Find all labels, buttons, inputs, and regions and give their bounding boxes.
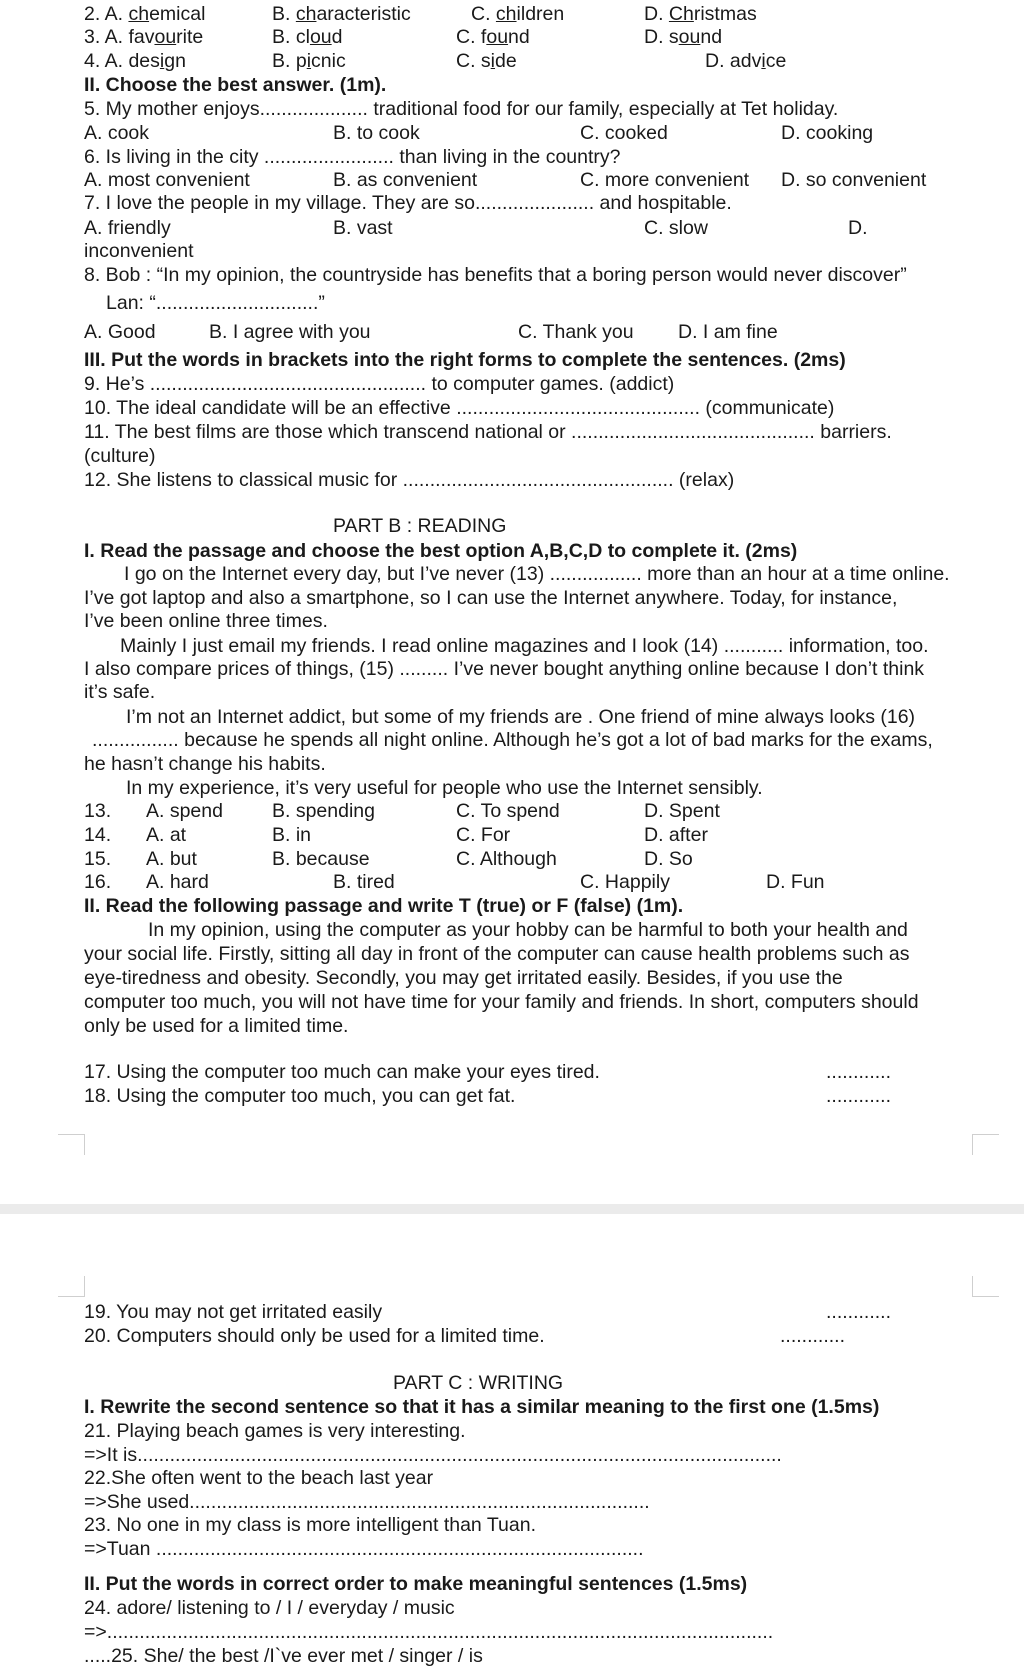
passage-line: it’s safe. xyxy=(84,681,156,703)
option-d: D. xyxy=(848,217,868,239)
option-c: C. side xyxy=(456,50,517,72)
question-stem: 8. Bob : “In my opinion, the countryside has benefits that a boring person would never discover” xyxy=(84,264,907,286)
option-d: D. So xyxy=(644,848,693,870)
passage-line: I’ve got laptop and also a smartphone, so I can use the Internet anywhere. Today, for instance, xyxy=(84,587,898,609)
option-b: B. tired xyxy=(333,871,395,893)
passage-line: I’m not an Internet addict, but some of my friends are . One friend of mine always looks (16) xyxy=(126,706,916,728)
question-stem: 10. The ideal candidate will be an effective ............................................. (communicate) xyxy=(84,397,835,419)
part-heading: PART B : READING xyxy=(333,515,507,537)
question-stem: 21. Playing beach games is very interesting. xyxy=(84,1420,466,1442)
option-c: C. found xyxy=(456,26,530,48)
option-d: D. cooking xyxy=(781,122,874,144)
question-stem: 12. She listens to classical music for .................................................. (relax) xyxy=(84,469,735,491)
option-b: B. to cook xyxy=(333,122,420,144)
option-d: D. I am fine xyxy=(678,321,778,343)
option-a: A. Good xyxy=(84,321,156,343)
phonetics-row-4: 4. A. design xyxy=(84,50,186,72)
question-number: 13. xyxy=(84,800,112,822)
question-stem: .....25. She/ the best /I`ve ever met / singer / is xyxy=(84,1645,483,1667)
question-number: 15. xyxy=(84,848,112,870)
section-title: I. Read the passage and choose the best option A,B,C,D to complete it. (2ms) xyxy=(84,540,798,562)
phonetics-row-3: 3. A. favourite xyxy=(84,26,204,48)
option-b: B. as convenient xyxy=(333,169,478,191)
passage-line: computer too much, you will not have time for your family and friends. In short, computers should xyxy=(84,991,919,1013)
crop-corner-mark xyxy=(58,1134,85,1155)
crop-corner-mark xyxy=(972,1276,999,1297)
passage-line: Mainly I just email my friends. I read online magazines and I look (14) ........... information, too. xyxy=(120,635,929,657)
option-b: B. spending xyxy=(272,800,375,822)
option-a: A. friendly xyxy=(84,217,171,239)
option-d: D. advice xyxy=(705,50,787,72)
option-c: C. Thank you xyxy=(518,321,634,343)
question-stem: 5. My mother enjoys.................... traditional food for our family, especially at Tet holiday. xyxy=(84,98,839,120)
phonetics-row-2: 2. A. chemical xyxy=(84,3,206,25)
section-title: II. Choose the best answer. (1m). xyxy=(84,74,387,96)
answer-blank: ............ xyxy=(826,1301,892,1323)
option-a: A. but xyxy=(146,848,197,870)
option-c: C. children xyxy=(471,3,565,25)
option-a: A. at xyxy=(146,824,187,846)
passage-line: In my experience, it’s very useful for people who use the Internet sensibly. xyxy=(126,777,763,799)
tf-statement: 19. You may not get irritated easily xyxy=(84,1301,383,1323)
answer-line: =>She used..................................................................................... xyxy=(84,1491,650,1513)
option-d: D. Fun xyxy=(766,871,825,893)
tf-statement: 20. Computers should only be used for a limited time. xyxy=(84,1325,545,1347)
passage-line: In my opinion, using the computer as your hobby can be harmful to both your health and xyxy=(148,919,908,941)
option-a: A. most convenient xyxy=(84,169,250,191)
answer-line: =>Tuan .......................................................................................... xyxy=(84,1538,644,1560)
question-stem: 11. The best films are those which transcend national or ............................................. barriers. xyxy=(84,421,892,443)
option-b: B. because xyxy=(272,848,370,870)
question-stem: 24. adore/ listening to / I / everyday / music xyxy=(84,1597,455,1619)
passage-line: only be used for a limited time. xyxy=(84,1015,349,1037)
passage-line: I’ve been online three times. xyxy=(84,610,328,632)
answer-blank: ............ xyxy=(826,1085,892,1107)
section-title: II. Put the words in correct order to make meaningful sentences (1.5ms) xyxy=(84,1573,748,1595)
tf-statement: 17. Using the computer too much can make your eyes tired. xyxy=(84,1061,600,1083)
option-b: B. vast xyxy=(333,217,393,239)
question-stem: 6. Is living in the city ........................ than living in the country? xyxy=(84,146,621,168)
option-c: C. cooked xyxy=(580,122,668,144)
question-number: 16. xyxy=(84,871,112,893)
page-break-band xyxy=(0,1204,1024,1214)
option-c: C. more convenient xyxy=(580,169,750,191)
option-d: D. Spent xyxy=(644,800,720,822)
option-c: C. Although xyxy=(456,848,557,870)
question-stem: 23. No one in my class is more intelligent than Tuan. xyxy=(84,1514,536,1536)
option-c: C. slow xyxy=(644,217,708,239)
question-stem: 22.She often went to the beach last year xyxy=(84,1467,434,1489)
answer-line: =>It is....................................................................................................................... xyxy=(84,1444,782,1466)
question-stem: 7. I love the people in my village. They are so...................... and hospitable. xyxy=(84,192,732,214)
passage-line: he hasn’t change his habits. xyxy=(84,753,326,775)
dialogue-reply: Lan: “..............................” xyxy=(106,292,325,314)
answer-blank: ............ xyxy=(780,1325,846,1347)
passage-line: eye-tiredness and obesity. Secondly, you may get irritated easily. Besides, if you use the xyxy=(84,967,843,989)
part-heading: PART C : WRITING xyxy=(393,1372,564,1394)
option-b: B. characteristic xyxy=(272,3,411,25)
passage-line: your social life. Firstly, sitting all day in front of the computer can cause health problems such as xyxy=(84,943,910,965)
question-stem: 9. He’s ................................................... to computer games. (addict) xyxy=(84,373,675,395)
question-number: 2. xyxy=(84,3,101,25)
option-c: C. For xyxy=(456,824,511,846)
passage-line: ................ because he spends all night online. Although he’s got a lot of bad marks for the exams, xyxy=(92,729,933,751)
crop-corner-mark xyxy=(972,1134,999,1155)
option-d: D. sound xyxy=(644,26,723,48)
option-d: D. so convenient xyxy=(781,169,927,191)
option-c: C. Happily xyxy=(580,871,670,893)
question-hint: (culture) xyxy=(84,445,156,467)
passage-line: I go on the Internet every day, but I’ve never (13) ................. more than an hour at a time online. xyxy=(124,563,950,585)
option-a: A. cook xyxy=(84,122,150,144)
option-c: C. To spend xyxy=(456,800,560,822)
option-a: A. spend xyxy=(146,800,223,822)
option-b: B. in xyxy=(272,824,312,846)
question-number: 14. xyxy=(84,824,112,846)
crop-corner-mark xyxy=(58,1276,85,1297)
option-b: B. I agree with you xyxy=(209,321,371,343)
section-title: II. Read the following passage and write T (true) or F (false) (1m). xyxy=(84,895,684,917)
section-title: I. Rewrite the second sentence so that it has a similar meaning to the first one (1.5ms) xyxy=(84,1396,880,1418)
option-a: A. hard xyxy=(146,871,209,893)
tf-statement: 18. Using the computer too much, you can get fat. xyxy=(84,1085,516,1107)
option-d: D. Christmas xyxy=(644,3,757,25)
passage-line: I also compare prices of things, (15) ......... I’ve never bought anything online because I don’t think xyxy=(84,658,925,680)
question-number: 4. xyxy=(84,50,101,72)
option-d-continued: inconvenient xyxy=(84,240,194,262)
option-d: D. after xyxy=(644,824,708,846)
question-number: 3. xyxy=(84,26,101,48)
option-b: B. picnic xyxy=(272,50,346,72)
answer-blank: ............ xyxy=(826,1061,892,1083)
section-title: III. Put the words in brackets into the right forms to complete the sentences. (2ms) xyxy=(84,349,846,371)
answer-line: =>........................................................................................................................... xyxy=(84,1621,774,1643)
option-b: B. cloud xyxy=(272,26,343,48)
